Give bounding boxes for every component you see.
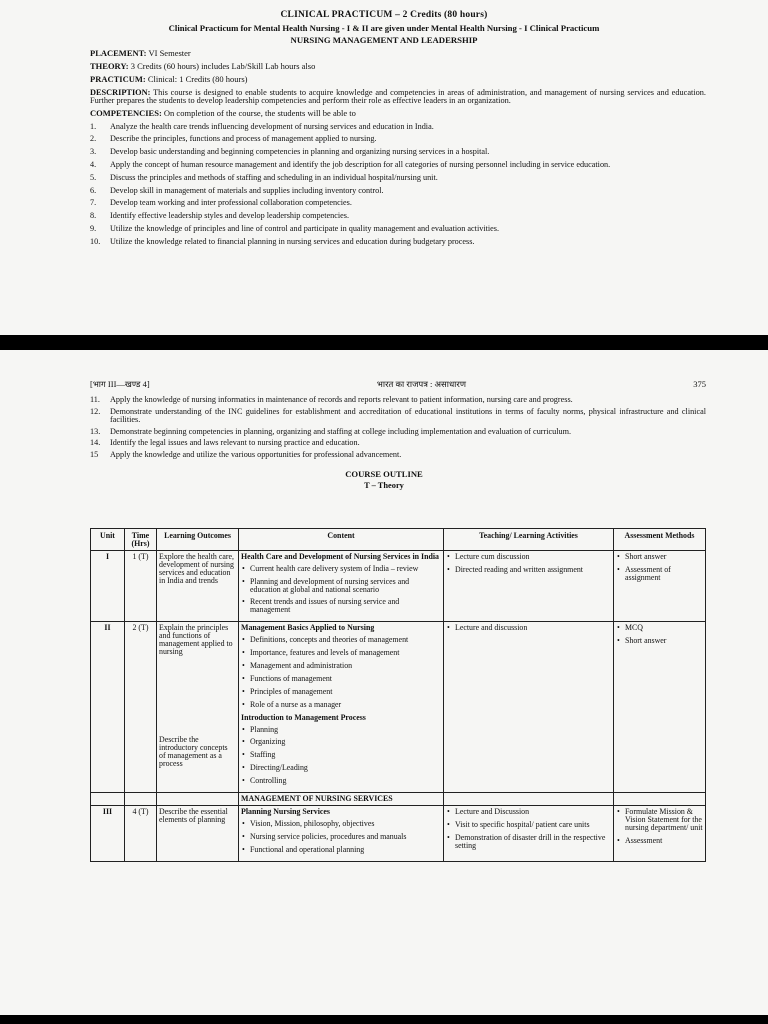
content-list-2 <box>241 726 441 786</box>
bullet-item: • Visit to specific hospital/ patient care units <box>446 821 611 829</box>
header-gazette: भारत का राजपत्र : असाधारण <box>376 379 466 389</box>
competency-number: 12. <box>90 406 101 416</box>
document-page-1 <box>0 0 768 335</box>
competency-number: 13. <box>90 426 101 436</box>
bullet-item: • Nursing service policies, procedures and manuals <box>241 833 441 841</box>
outcomes-cell <box>157 622 239 793</box>
bullet-item: • Short answer <box>616 637 703 645</box>
outcomes-cell: Describe the essential elements of planning <box>157 805 239 861</box>
competency-item <box>90 212 706 220</box>
section-row <box>91 793 706 806</box>
practicum-line <box>90 75 706 84</box>
competency-number: 3. <box>90 147 97 157</box>
competency-text: Identify the legal issues and laws relevant to nursing practice and education. <box>110 438 360 448</box>
competencies-value: On completion of the course, the students will be able to <box>161 108 356 119</box>
competency-item <box>90 123 706 131</box>
activities-list <box>446 553 611 574</box>
gazette-header <box>0 379 768 390</box>
table-row <box>91 622 706 793</box>
description-value: This course is designed to enable students to acquire knowledge and competencies in areas of administration, and management of nursing services and education. Further prepares the students to develop leadership competencies and perform their role as effective leaders in an organization. <box>90 87 706 105</box>
course-outline-table <box>90 528 706 862</box>
activities-list <box>446 808 611 850</box>
bullet-item: • Functions of management <box>241 675 441 683</box>
competency-text: Utilize the knowledge related to financial planning in nursing services and education during budgetary process. <box>110 236 475 246</box>
competency-item <box>90 135 706 143</box>
competency-text: Develop skill in management of materials and supplies including inventory control. <box>110 185 384 195</box>
competency-list-continued <box>0 396 768 459</box>
practicum-heading: CLINICAL PRACTICUM – 2 Credits (80 hours) <box>280 10 488 20</box>
bullet-item: • Definitions, concepts and theories of management <box>241 636 441 644</box>
competency-text: Apply the concept of human resource management and identify the job description for all categories of nursing personnel including in service education. <box>110 159 611 169</box>
bullet-item: • MCQ <box>616 624 703 632</box>
competency-item <box>90 396 706 404</box>
content-title: Management Basics Applied to Nursing <box>241 623 375 633</box>
competency-text: Apply the knowledge and utilize the various opportunities for professional advancement. <box>110 450 402 460</box>
time-cell: 4 (T) <box>125 805 157 861</box>
competency-text: Develop team working and inter professional collaboration competencies. <box>110 198 352 208</box>
assessment-list <box>616 808 703 845</box>
bullet-item: • Controlling <box>241 777 441 785</box>
assessment-list <box>616 624 703 645</box>
bullet-item: • Staffing <box>241 751 441 759</box>
unit-cell: III <box>91 805 125 861</box>
competency-number: 8. <box>90 211 97 221</box>
document-page-2 <box>0 350 768 1015</box>
col-outcomes: Learning Outcomes <box>157 529 239 551</box>
course-title: NURSING MANAGEMENT AND LEADERSHIP <box>290 35 478 45</box>
outcomes-cell: Explore the health care, development of nursing services and education in India and trends <box>157 550 239 621</box>
bullet-item: • Importance, features and levels of management <box>241 649 441 657</box>
bullet-item: • Organizing <box>241 738 441 746</box>
competency-list <box>90 123 706 246</box>
time-cell: 2 (T) <box>125 622 157 793</box>
content-list <box>241 636 441 708</box>
table-header-row <box>91 529 706 551</box>
bullet-item: • Lecture cum discussion <box>446 553 611 561</box>
theory-legend: T – Theory <box>364 481 404 491</box>
bullet-item: • Assessment of assignment <box>616 566 703 582</box>
competency-text: Apply the knowledge of nursing informatics in maintenance of records and reports relevant to patient information, nursing care and progress. <box>110 395 573 404</box>
competency-item <box>90 225 706 233</box>
bullet-item: • Current health care delivery system of India – review <box>241 565 441 573</box>
theory-value: 3 Credits (60 hours) includes Lab/Skill Lab hours also <box>128 60 316 71</box>
bullet-item: • Planning and development of nursing services and education at global and national scenario <box>241 578 441 594</box>
page-gap <box>0 335 768 350</box>
table-row <box>91 550 706 621</box>
header-part: [भाग III—खण्ड 4] <box>90 379 150 389</box>
competency-item <box>90 161 706 169</box>
competency-number: 11. <box>90 395 100 404</box>
course-outline-heading: COURSE OUTLINE <box>345 469 423 480</box>
activities-cell <box>444 550 614 621</box>
outcome-text-2: Describe the introductory concepts of management as a process <box>159 734 228 768</box>
content-list <box>241 565 441 615</box>
competency-item <box>90 148 706 156</box>
placement-line <box>90 49 706 58</box>
page-number: 375 <box>693 379 706 389</box>
assessment-cell <box>614 622 706 793</box>
theory-line <box>90 62 706 71</box>
content-subtitle: Introduction to Management Process <box>241 712 366 722</box>
bullet-item: • Role of a nurse as a manager <box>241 701 441 709</box>
content-cell <box>239 550 444 621</box>
content-title: Health Care and Development of Nursing Services in India <box>241 551 439 561</box>
bullet-item: • Functional and operational planning <box>241 846 441 854</box>
competency-item <box>90 439 706 447</box>
competency-text: Utilize the knowledge of principles and line of control and participate in quality management and evaluation activities. <box>110 223 500 233</box>
competency-text: Discuss the principles and methods of staffing and scheduling in an individual hospital/nursing unit. <box>110 172 438 182</box>
competency-item <box>90 428 706 436</box>
bullet-item: • Assessment <box>616 837 703 845</box>
competency-text: Identify effective leadership styles and develop leadership competencies. <box>110 211 350 221</box>
col-time: Time (Hrs) <box>125 529 157 551</box>
activities-list <box>446 624 611 632</box>
competency-item <box>90 238 706 246</box>
col-content: Content <box>239 529 444 551</box>
table-row <box>91 805 706 861</box>
bullet-item: • Short answer <box>616 553 703 561</box>
bullet-item: • Recent trends and issues of nursing service and management <box>241 598 441 614</box>
activities-cell <box>444 805 614 861</box>
bullet-item: • Vision, Mission, philosophy, objectives <box>241 820 441 828</box>
description-label: DESCRIPTION: <box>90 87 151 97</box>
placement-value: VI Semester <box>146 48 191 58</box>
col-assessment: Assessment Methods <box>614 529 706 551</box>
competency-text: Analyze the health care trends influencing development of nursing services and education in India. <box>110 121 434 131</box>
bullet-item: • Planning <box>241 726 441 734</box>
competency-item <box>90 187 706 195</box>
competency-text: Demonstrate beginning competencies in planning, organizing and staffing at college including implementation and evaluation of curriculum. <box>110 426 572 436</box>
time-cell: 1 (T) <box>125 550 157 621</box>
unit-cell: II <box>91 622 125 793</box>
competency-text: Describe the principles, functions and process of management applied to nursing. <box>110 134 377 144</box>
competency-item <box>90 199 706 207</box>
outcome-text: Explain the principles and functions of management applied to nursing <box>159 623 233 656</box>
bullet-item: • Formulate Mission & Vision Statement for the nursing department/ unit <box>616 808 703 832</box>
competency-number: 2. <box>90 134 97 144</box>
activities-cell <box>444 622 614 793</box>
competency-number: 1. <box>90 121 97 131</box>
competency-number: 4. <box>90 159 97 169</box>
bottom-strip <box>0 1015 768 1024</box>
competencies-line <box>90 109 706 118</box>
unit-cell: I <box>91 550 125 621</box>
bullet-item: • Directing/Leading <box>241 764 441 772</box>
competency-number: 15 <box>90 450 99 460</box>
section-heading: MANAGEMENT OF NURSING SERVICES <box>239 793 444 806</box>
bullet-item: • Principles of management <box>241 688 441 696</box>
competency-number: 9. <box>90 223 97 233</box>
competency-number: 14. <box>90 438 101 448</box>
competency-number: 10. <box>90 236 101 246</box>
competency-text: Develop basic understanding and beginning competencies in planning and organizing nursing services in a hospital. <box>110 147 490 157</box>
theory-label: THEORY: <box>90 60 129 71</box>
practicum-note: Clinical Practicum for Mental Health Nursing - I & II are given under Mental Health Nursing - I Clinical Practicum <box>168 23 600 33</box>
practicum-value: Clinical: 1 Credits (80 hours) <box>145 73 248 84</box>
competencies-label: COMPETENCIES: <box>90 108 162 119</box>
content-cell <box>239 805 444 861</box>
col-unit: Unit <box>91 529 125 551</box>
bullet-item: • Management and administration <box>241 662 441 670</box>
competency-item <box>90 451 706 459</box>
assessment-cell <box>614 550 706 621</box>
description-paragraph <box>90 89 706 105</box>
competency-item <box>90 408 706 424</box>
assessment-list <box>616 553 703 582</box>
placement-label: PLACEMENT: <box>90 48 147 58</box>
competency-number: 7. <box>90 198 97 208</box>
bullet-item: • Directed reading and written assignment <box>446 566 611 574</box>
bullet-item: • Lecture and Discussion <box>446 808 611 816</box>
competency-item <box>90 174 706 182</box>
col-activities: Teaching/ Learning Activities <box>444 529 614 551</box>
content-cell <box>239 622 444 793</box>
competency-text: Demonstrate understanding of the INC guidelines for establishment and accreditation of educational institutions in terms of faculty norms, physical infrastructure and clinical facilities. <box>110 406 706 424</box>
practicum-label: PRACTICUM: <box>90 73 146 84</box>
assessment-cell <box>614 805 706 861</box>
bullet-item: • Lecture and discussion <box>446 624 611 632</box>
competency-number: 6. <box>90 185 97 195</box>
content-title: Planning Nursing Services <box>241 806 330 816</box>
competency-number: 5. <box>90 172 97 182</box>
content-list <box>241 820 441 854</box>
bullet-item: • Demonstration of disaster drill in the respective setting <box>446 834 611 850</box>
